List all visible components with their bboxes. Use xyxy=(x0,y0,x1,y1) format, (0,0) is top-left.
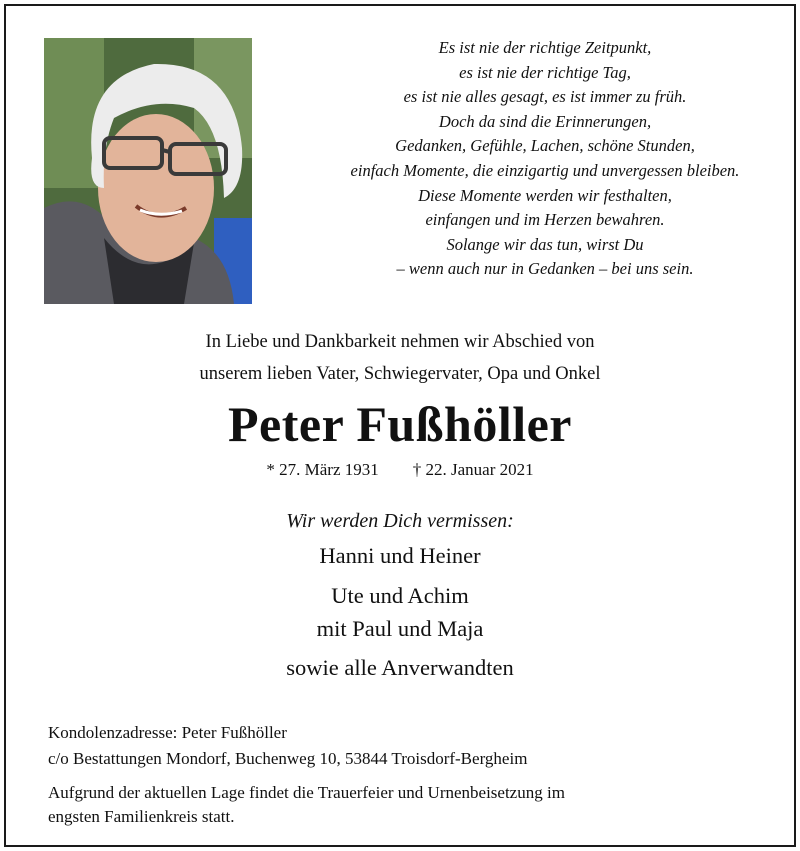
family-line: Hanni und Heiner xyxy=(319,543,481,568)
intro-line: In Liebe und Dankbarkeit nehmen wir Abschied von xyxy=(205,332,595,352)
poem-line: Gedanken, Gefühle, Lachen, schöne Stunden, xyxy=(395,136,695,156)
poem-line: Solange wir das tun, wirst Du xyxy=(446,234,644,254)
poem-line: es ist nie der richtige Tag, xyxy=(459,62,631,82)
poem-line: es ist nie alles gesagt, es ist immer zu früh. xyxy=(403,87,687,107)
intro-line: unserem lieben Vater, Schwiegervater, Opa und Onkel xyxy=(199,364,601,384)
condolence-address: Kondolenzadresse: Peter Fußhöller xyxy=(48,723,287,742)
family-line: sowie alle Anverwandten xyxy=(286,655,514,680)
family-line: Ute und Achim xyxy=(331,583,469,608)
intro-text xyxy=(0,326,800,390)
deceased-name: Peter Fußhöller xyxy=(228,396,572,452)
poem-line: einfangen und im Herzen bewahren. xyxy=(425,210,665,230)
family-line: mit Paul und Maja xyxy=(316,616,484,641)
birth-date: * 27. März 1931 xyxy=(266,460,379,479)
poem-line: Es ist nie der richtige Zeitpunkt, xyxy=(438,38,652,57)
portrait-illustration xyxy=(44,38,252,304)
condolence-address-line-2: c/o Bestattungen Mondorf, Buchenweg 10, 53844 Troisdorf-Bergheim xyxy=(48,749,528,768)
poem-line: – wenn auch nur in Gedanken – bei uns sein. xyxy=(396,259,694,279)
poem-line: einfach Momente, die einzigartig und unvergessen bleiben. xyxy=(350,160,740,180)
ceremony-note: Aufgrund der aktuellen Lage findet die Trauerfeier und Urnenbeisetzung im xyxy=(48,783,565,802)
poem-line: Doch da sind die Erinnerungen, xyxy=(438,111,652,131)
poem xyxy=(300,36,790,282)
ceremony-note-line-2: engsten Familienkreis statt. xyxy=(48,807,235,826)
death-date: † 22. Januar 2021 xyxy=(412,460,534,479)
missing-line: Wir werden Dich vermissen: xyxy=(286,510,514,532)
life-dates xyxy=(0,458,800,482)
poem-line: Diese Momente werden wir festhalten, xyxy=(418,185,672,205)
portrait-photo xyxy=(44,38,252,304)
